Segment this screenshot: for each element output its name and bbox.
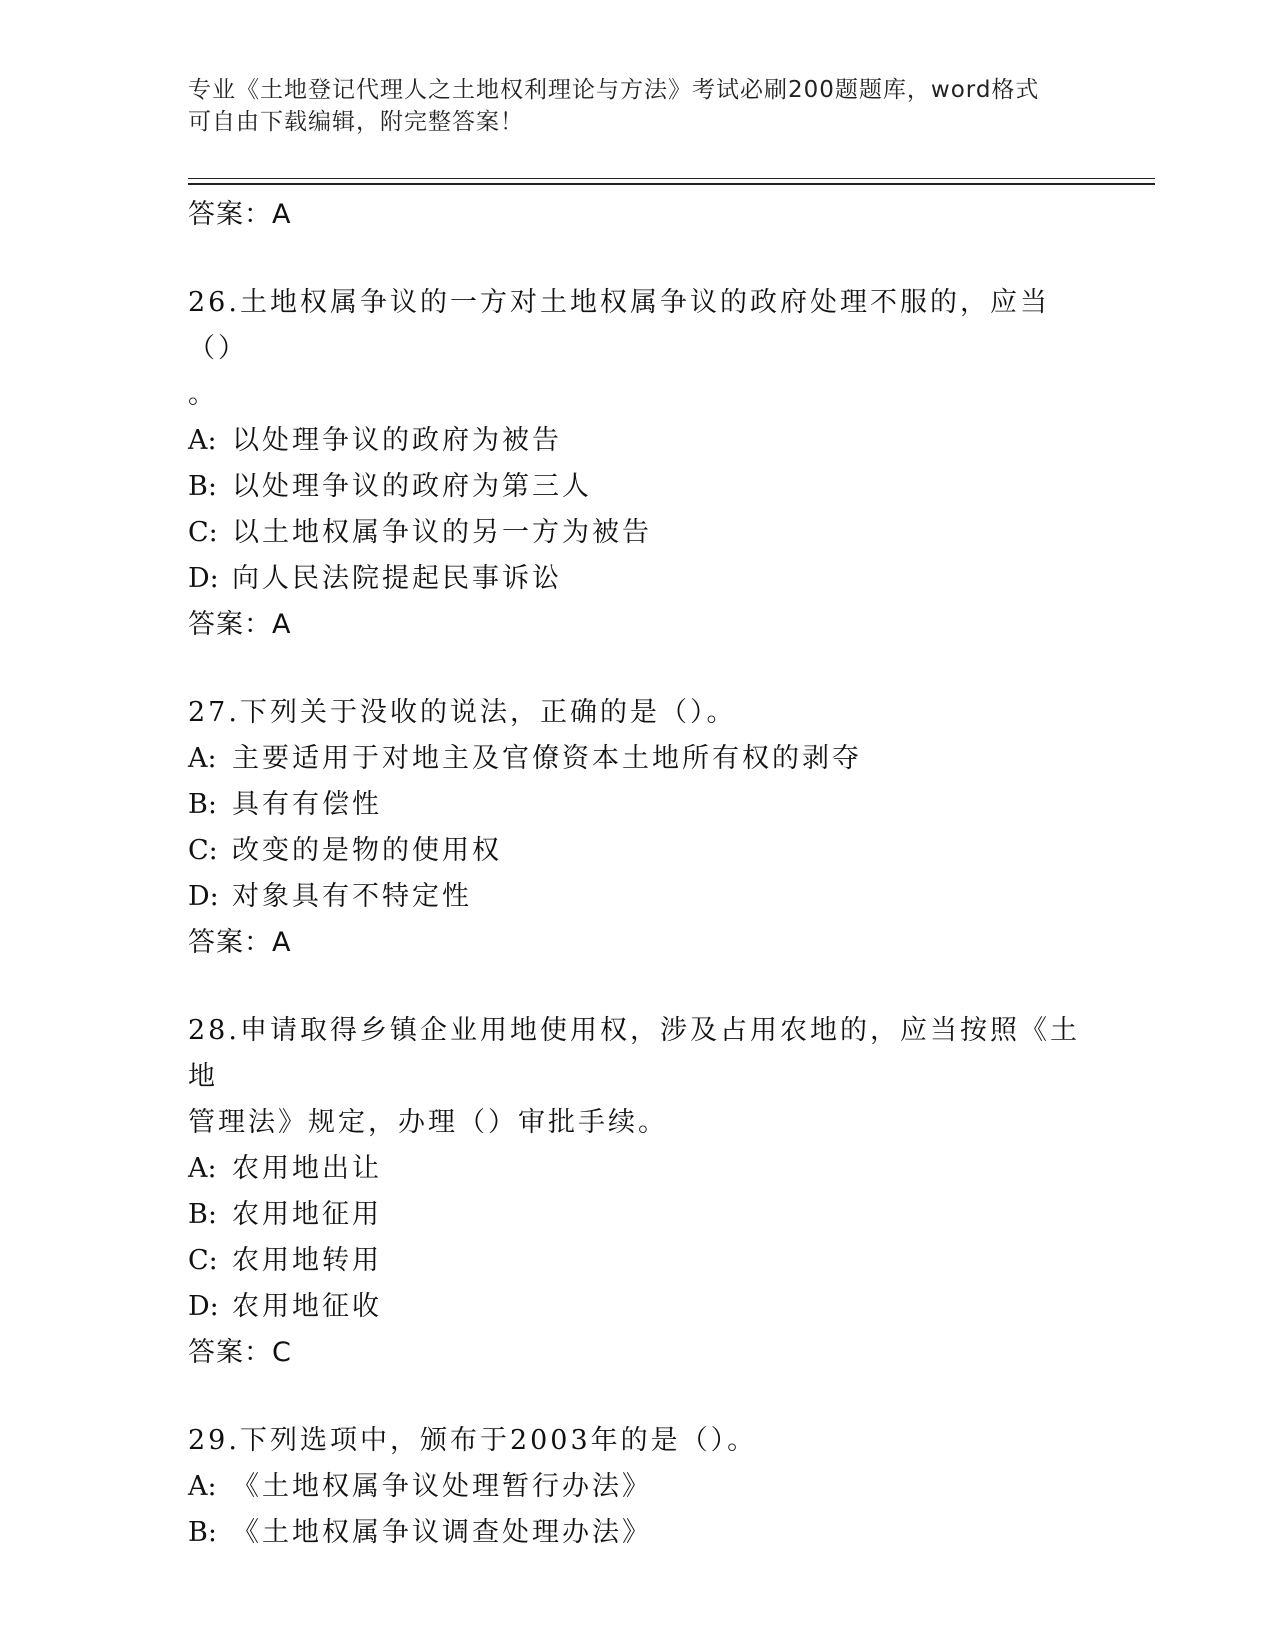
option-c: C: 改变的是物的使用权 <box>188 835 502 866</box>
question-stem <box>188 280 1088 418</box>
option-a: A: 主要适用于对地主及官僚资本土地所有权的剥夺 <box>188 743 862 774</box>
previous-answer: 答案：A <box>188 199 292 230</box>
option-a: A: 农用地出让 <box>188 1153 382 1184</box>
answer: 答案：A <box>188 609 292 640</box>
header-line-1: 专业《土地登记代理人之土地权利理论与方法》考试必刷200题题库，word格式 <box>188 77 1040 103</box>
document-header <box>188 74 1088 138</box>
stem-line: 管理法》规定，办理（）审批手续。 <box>188 1107 668 1138</box>
stem-line: 27.下列关于没收的说法，正确的是（）。 <box>188 697 737 728</box>
header-line-2: 可自由下载编辑，附完整答案！ <box>188 109 524 135</box>
option-d: D: 对象具有不特定性 <box>188 881 472 912</box>
question-29 <box>188 1418 1088 1556</box>
option-b: B: 农用地征用 <box>188 1199 382 1230</box>
answer: 答案：C <box>188 1337 292 1368</box>
stem-line: 。 <box>188 379 218 410</box>
option-c: C: 以土地权属争议的另一方为被告 <box>188 517 652 548</box>
question-27 <box>188 690 1088 966</box>
option-a: A: 《土地权属争议处理暂行办法》 <box>188 1471 652 1502</box>
question-stem <box>188 1008 1088 1146</box>
option-d: D: 农用地征收 <box>188 1291 382 1322</box>
answer: 答案：A <box>188 927 292 958</box>
question-28 <box>188 1008 1088 1376</box>
option-c: C: 农用地转用 <box>188 1245 382 1276</box>
option-b: B: 《土地权属争议调查处理办法》 <box>188 1517 652 1548</box>
header-divider-thick <box>188 183 1155 185</box>
stem-line: 26.土地权属争议的一方对土地权属争议的政府处理不服的，应当（） <box>188 287 1050 364</box>
option-d: D: 向人民法院提起民事诉讼 <box>188 563 562 594</box>
header-divider-thin <box>188 178 1155 179</box>
stem-line: 29.下列选项中，颁布于2003年的是（）。 <box>188 1425 758 1456</box>
question-list <box>188 192 1088 1556</box>
option-a: A: 以处理争议的政府为被告 <box>188 425 562 456</box>
question-26 <box>188 280 1088 648</box>
question-stem <box>188 690 1088 736</box>
question-stem <box>188 1418 1088 1464</box>
option-b: B: 以处理争议的政府为第三人 <box>188 471 592 502</box>
stem-line: 28.申请取得乡镇企业用地使用权，涉及占用农地的，应当按照《土地 <box>188 1015 1080 1092</box>
option-b: B: 具有有偿性 <box>188 789 382 820</box>
